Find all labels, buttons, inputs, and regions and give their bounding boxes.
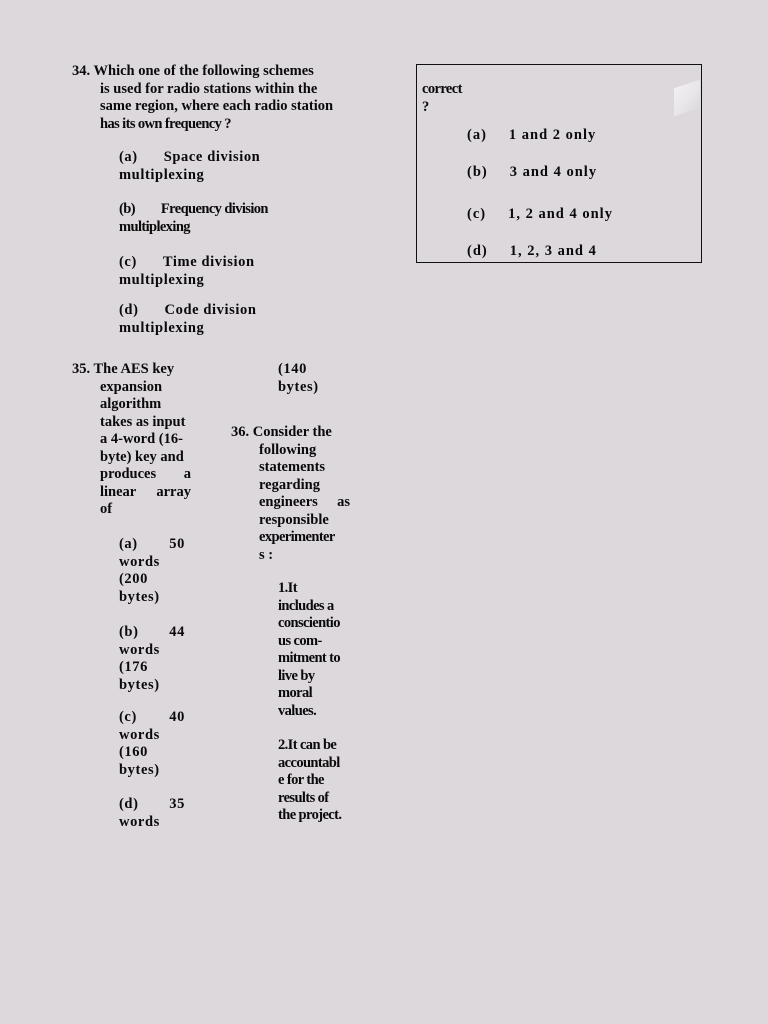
question-36 [231,424,350,564]
option-text: Time division [162,254,255,270]
question-stem-text: of [100,501,113,517]
option-d-continuation [278,361,319,396]
question-stem-text: experimenter [259,529,335,545]
option-value: 40 [169,709,185,725]
option-value: 44 [169,624,185,640]
option-text: multiplexing [119,319,205,336]
option-d[interactable] [119,796,185,831]
question-stem-text: The AES key [93,361,175,377]
option-d[interactable] [119,302,257,337]
option-letter: (d) [119,796,139,812]
question-stem-text: byte) key and [100,448,184,465]
statement-text: us com- [278,632,322,649]
option-text: 1, 2, 3 and 4 [509,243,597,259]
statement-2 [278,737,358,825]
box-option-b[interactable] [467,164,597,182]
statement-text: includes a [278,597,334,614]
statement-1 [278,580,358,720]
statement-text: 1.It [278,580,297,596]
option-letter: (c) [119,709,137,725]
statement-text: the project. [278,807,342,823]
option-letter: (b) [119,624,139,640]
option-value: 35 [169,796,185,812]
option-letter: (c) [467,206,487,222]
question-stem-text: expansion [100,378,163,395]
question-stem-text: regarding [259,476,320,493]
option-text: words [119,553,160,570]
option-letter: (a) [119,149,138,165]
option-text: 3 and 4 only [509,164,598,180]
option-text: (200 [119,571,148,587]
question-stem-text: same region, where each radio station [100,98,334,114]
question-stem-text: statements [259,459,326,475]
option-text: 1 and 2 only [508,127,597,143]
option-text: words [119,726,160,743]
box-text: ? [422,99,430,115]
question-stem-text: responsible [259,511,329,528]
question-number: 36. [231,424,250,440]
option-text: bytes) [119,761,160,778]
option-letter: (a) [467,127,487,143]
option-a[interactable] [119,536,185,606]
option-text: bytes) [119,676,160,693]
option-c[interactable] [119,709,185,779]
option-b[interactable] [119,201,268,236]
option-text: Space division [163,149,261,165]
question-stem-text: a 4-word (16- [100,431,183,447]
option-text: Frequency division [160,201,268,217]
question-stem-text: produces a [100,466,191,482]
option-value: 50 [169,536,185,552]
option-letter: (c) [119,254,137,270]
question-stem-text: is used for radio stations within the [100,80,318,97]
question-stem-text: Which one of the following schemes [93,63,314,79]
question-stem-text: engineers as [259,494,350,510]
statement-text: moral [278,685,313,701]
box-option-a[interactable] [467,127,596,145]
option-text: (176 [119,659,148,675]
statement-text: accountabl [278,754,340,771]
option-letter: (b) [467,164,488,180]
option-a[interactable] [119,149,260,184]
statement-text: conscientio [278,615,340,631]
statement-text: 2.It can be [278,737,337,753]
option-text: (160 [119,744,148,760]
option-letter: (b) [119,201,135,217]
box-text: correct [422,81,462,97]
question-stem-text: following [259,441,317,458]
question-number: 35. [72,361,91,377]
question-stem-text: linear array [100,483,191,500]
option-text: words [119,813,160,830]
question-stem-text: Consider the [252,424,332,440]
option-letter: (d) [467,243,488,259]
option-text: 1, 2 and 4 only [508,206,613,222]
option-text: bytes) [119,588,160,605]
question-stem-text: algorithm [100,396,162,412]
question-stem-text: s : [259,546,274,563]
box-option-d[interactable] [467,243,597,261]
option-text: (140 [278,361,307,377]
option-letter: (a) [119,536,138,552]
option-text: multiplexing [119,218,190,235]
statement-text: live by [278,667,315,684]
option-text: multiplexing [119,271,205,288]
option-text: words [119,641,160,658]
option-text: bytes) [278,378,319,395]
statement-text: e for the [278,772,324,788]
question-35 [72,361,191,519]
question-stem-text: takes as input [100,413,186,430]
question-stem-text: has its own frequency ? [100,115,231,132]
statement-text: mitment to [278,650,341,666]
answer-box [416,64,702,263]
option-text: Code division [164,302,257,318]
option-c[interactable] [119,254,255,289]
box-option-c[interactable] [467,206,613,224]
question-number: 34. [72,63,91,79]
statement-text: values. [278,702,317,719]
statement-text: results of [278,789,329,806]
option-text: multiplexing [119,166,205,183]
question-34-line1 [72,63,349,81]
option-b[interactable] [119,624,185,694]
option-letter: (d) [119,302,139,318]
question-34 [72,63,349,133]
